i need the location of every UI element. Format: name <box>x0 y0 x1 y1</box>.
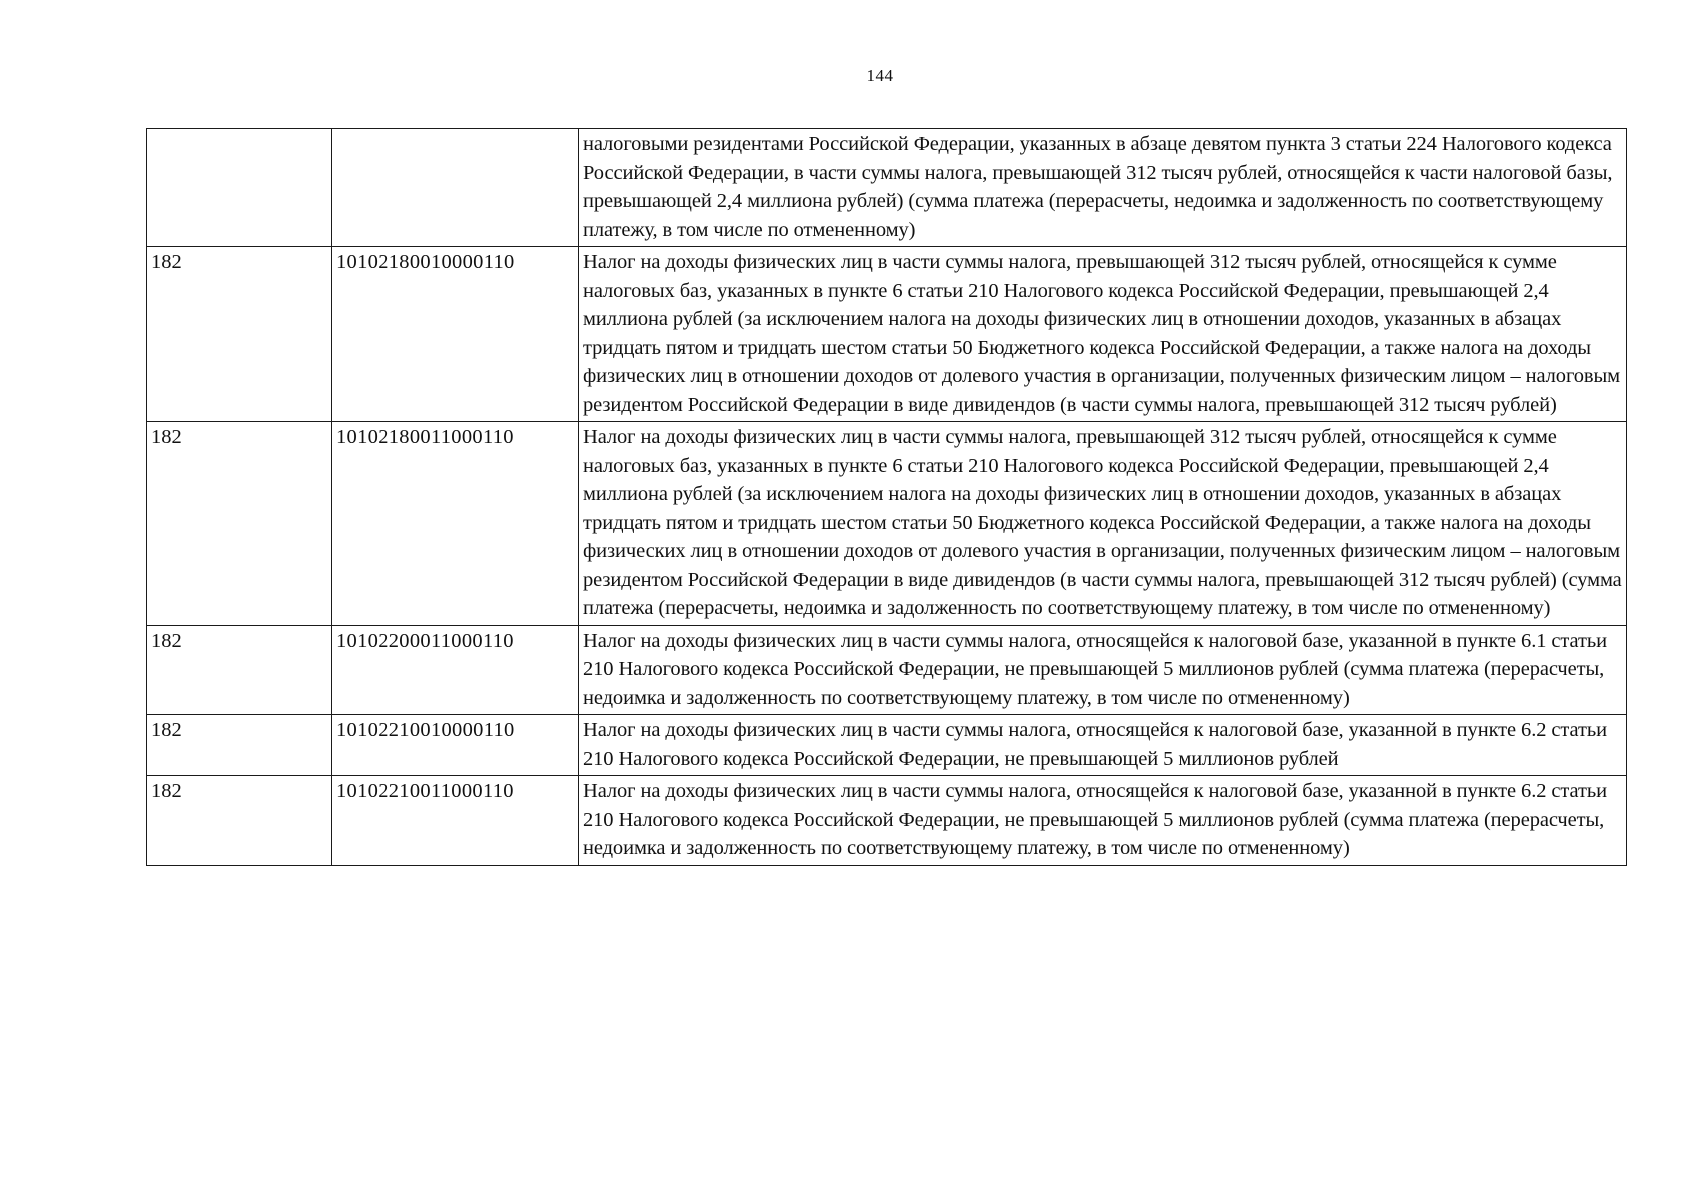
admin-code-cell: 182 <box>147 715 332 776</box>
table-row <box>147 129 1627 247</box>
table-row <box>147 247 1627 422</box>
budget-codes-table <box>146 128 1627 866</box>
budget-code-cell: 10102210011000110 <box>332 776 579 866</box>
budget-code-cell: 10102180010000110 <box>332 247 579 422</box>
admin-code-cell: 182 <box>147 422 332 626</box>
admin-code-cell: 182 <box>147 247 332 422</box>
budget-code-cell: 10102210010000110 <box>332 715 579 776</box>
table-row <box>147 715 1627 776</box>
admin-code-cell: 182 <box>147 776 332 866</box>
admin-code-cell: 182 <box>147 625 332 715</box>
budget-code-cell: 10102200011000110 <box>332 625 579 715</box>
table-row <box>147 422 1627 626</box>
revenue-name-cell: Налог на доходы физических лиц в части суммы налога, относящейся к налоговой базе, указанной в пункте 6.2 статьи 210 Налогового кодекса Российской Федерации, не превышающей 5 миллионов рублей (сумма платежа (перерасчеты, недоимка и задолженность по соответствующему платежу, в том числе по отмененному) <box>579 776 1627 866</box>
revenue-name-cell: налоговыми резидентами Российской Федерации, указанных в абзаце девятом пункта 3 статьи 224 Налогового кодекса Российской Федерации, в части суммы налога, превышающей 312 тысяч рублей, относящейся к части налоговой базы, превышающей 2,4 миллиона рублей) (сумма платежа (перерасчеты, недоимка и задолженность по соответствующему платежу, в том числе по отмененному) <box>579 129 1627 247</box>
revenue-name-cell: Налог на доходы физических лиц в части суммы налога, относящейся к налоговой базе, указанной в пункте 6.1 статьи 210 Налогового кодекса Российской Федерации, не превышающей 5 миллионов рублей (сумма платежа (перерасчеты, недоимка и задолженность по соответствующему платежу, в том числе по отмененному) <box>579 625 1627 715</box>
page-number: 144 <box>866 66 894 85</box>
table-row <box>147 625 1627 715</box>
revenue-name-cell: Налог на доходы физических лиц в части суммы налога, превышающей 312 тысяч рублей, относящейся к сумме налоговых баз, указанных в пункте 6 статьи 210 Налогового кодекса Российской Федерации, превышающей 2,4 миллиона рублей (за исключением налога на доходы физических лиц в отношении доходов, указанных в абзацах тридцать пятом и тридцать шестом статьи 50 Бюджетного кодекса Российской Федерации, а также налога на доходы физических лиц в отношении доходов от долевого участия в организации, полученных физическим лицом – налоговым резидентом Российской Федерации в виде дивидендов (в части суммы налога, превышающей 312 тысяч рублей) (сумма платежа (перерасчеты, недоимка и задолженность по соответствующему платежу, в том числе по отмененному) <box>579 422 1627 626</box>
table-row <box>147 776 1627 866</box>
revenue-name-cell: Налог на доходы физических лиц в части суммы налога, относящейся к налоговой базе, указанной в пункте 6.2 статьи 210 Налогового кодекса Российской Федерации, не превышающей 5 миллионов рублей <box>579 715 1627 776</box>
revenue-name-cell: Налог на доходы физических лиц в части суммы налога, превышающей 312 тысяч рублей, относящейся к сумме налоговых баз, указанных в пункте 6 статьи 210 Налогового кодекса Российской Федерации, превышающей 2,4 миллиона рублей (за исключением налога на доходы физических лиц в отношении доходов, указанных в абзацах тридцать пятом и тридцать шестом статьи 50 Бюджетного кодекса Российской Федерации, а также налога на доходы физических лиц в отношении доходов от долевого участия в организации, полученных физическим лицом – налоговым резидентом Российской Федерации в виде дивидендов (в части суммы налога, превышающей 312 тысяч рублей) <box>579 247 1627 422</box>
admin-code-cell <box>147 129 332 247</box>
budget-code-cell: 10102180011000110 <box>332 422 579 626</box>
budget-code-cell <box>332 129 579 247</box>
